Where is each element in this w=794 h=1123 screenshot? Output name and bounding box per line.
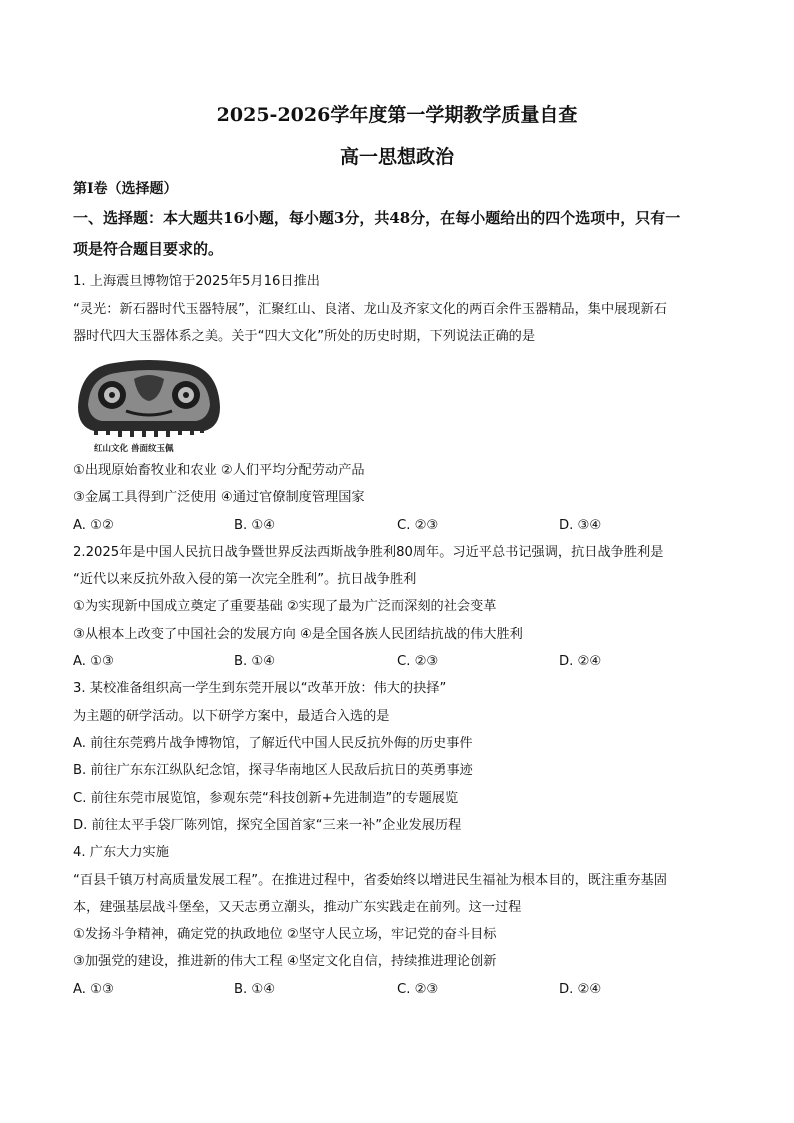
jade-pendant-image [74, 355, 224, 455]
q4-option-c[interactable]: C. ②③ [397, 982, 439, 997]
q2-statement-2: ③从根本上改变了中国社会的发展方向 ④是全国各族人民团结抗战的伟大胜利 [73, 627, 523, 642]
q3-choice-b[interactable]: B. 前往广东东江纵队纪念馆，探寻华南地区人民敌后抗日的英勇事迹 [73, 763, 473, 778]
volume-heading: 第Ⅰ卷（选择题） [73, 181, 178, 197]
q4-line-2: “百县千镇万村高质量发展工程”。在推进过程中，省委始终以增进民生福祉为根本目的，既注重夯基固 [73, 873, 667, 888]
q3-line-1: 3. 某校准备组织高一学生到东莞开展以“改革开放：伟大的抉择” [73, 681, 447, 696]
q3-choice-d[interactable]: D. 前往太平手袋厂陈列馆，探究全国首家“三来一补”企业发展历程 [73, 818, 462, 833]
exam-title: 2025-2026学年度第一学期教学质量自查 [216, 104, 578, 126]
q2-option-a[interactable]: A. ①③ [73, 654, 114, 669]
q4-statement-1: ①发扬斗争精神，确定党的执政地位 ②坚守人民立场，牢记党的奋斗目标 [73, 927, 497, 942]
q1-statement-2: ③金属工具得到广泛使用 ④通过官僚制度管理国家 [73, 490, 365, 505]
q1-line-1: 1. 上海震旦博物馆于2025年5月16日推出 [73, 274, 320, 289]
q4-option-d[interactable]: D. ②④ [559, 982, 602, 997]
q4-option-b[interactable]: B. ①④ [234, 982, 276, 997]
q1-option-b[interactable]: B. ①④ [234, 518, 276, 533]
q4-option-a[interactable]: A. ①③ [73, 982, 114, 997]
q4-line-3: 本，建强基层战斗堡垒，又天志勇立潮头，推动广东实践走在前列。这一过程 [73, 900, 522, 915]
q3-choice-a[interactable]: A. 前往东莞鸦片战争博物馆，了解近代中国人民反抗外侮的历史事件 [73, 736, 473, 751]
q2-statement-1: ①为实现新中国成立奠定了重要基础 ②实现了最为广泛而深刻的社会变革 [73, 599, 497, 614]
subject-title: 高一思想政治 [339, 146, 454, 168]
section-instruction-line-2: 项是符合题目要求的。 [73, 240, 224, 258]
q4-statement-2: ③加强党的建设，推进新的伟大工程 ④坚定文化自信，持续推进理论创新 [73, 954, 497, 969]
q2-option-c[interactable]: C. ②③ [397, 654, 439, 669]
q1-line-3: 器时代四大玉器体系之美。关于“四大文化”所处的历史时期，下列说法正确的是 [73, 329, 536, 344]
q1-option-a[interactable]: A. ①② [73, 518, 114, 533]
q2-option-b[interactable]: B. ①④ [234, 654, 276, 669]
q1-option-c[interactable]: C. ②③ [397, 518, 439, 533]
q4-line-1: 4. 广东大力实施 [73, 845, 169, 860]
q1-option-d[interactable]: D. ③④ [559, 518, 602, 533]
section-instruction-line-1: 一、选择题：本大题共16小题，每小题3分，共48分，在每小题给出的四个选项中，只有一 [73, 209, 681, 227]
q2-line-1: 2.2025年是中国人民抗日战争暨世界反法西斯战争胜利80周年。习近平总书记强调，抗日战争胜利是 [73, 545, 664, 560]
q2-option-d[interactable]: D. ②④ [559, 654, 602, 669]
q3-line-2: 为主题的研学活动。以下研学方案中，最适合入选的是 [73, 709, 390, 724]
q2-line-2: “近代以来反抗外敌入侵的第一次完全胜利”。抗日战争胜利 [73, 572, 417, 587]
q1-line-2: “灵光：新石器时代玉器特展”，汇聚红山、良渚、龙山及齐家文化的两百余件玉器精品，集中展现新石 [73, 302, 667, 317]
q1-statement-1: ①出现原始畜牧业和农业 ②人们平均分配劳动产品 [73, 463, 365, 478]
jade-caption: 红山文化 兽面纹玉佩 [94, 444, 174, 454]
q3-choice-c[interactable]: C. 前往东莞市展览馆，参观东莞“科技创新+先进制造”的专题展览 [73, 791, 459, 806]
